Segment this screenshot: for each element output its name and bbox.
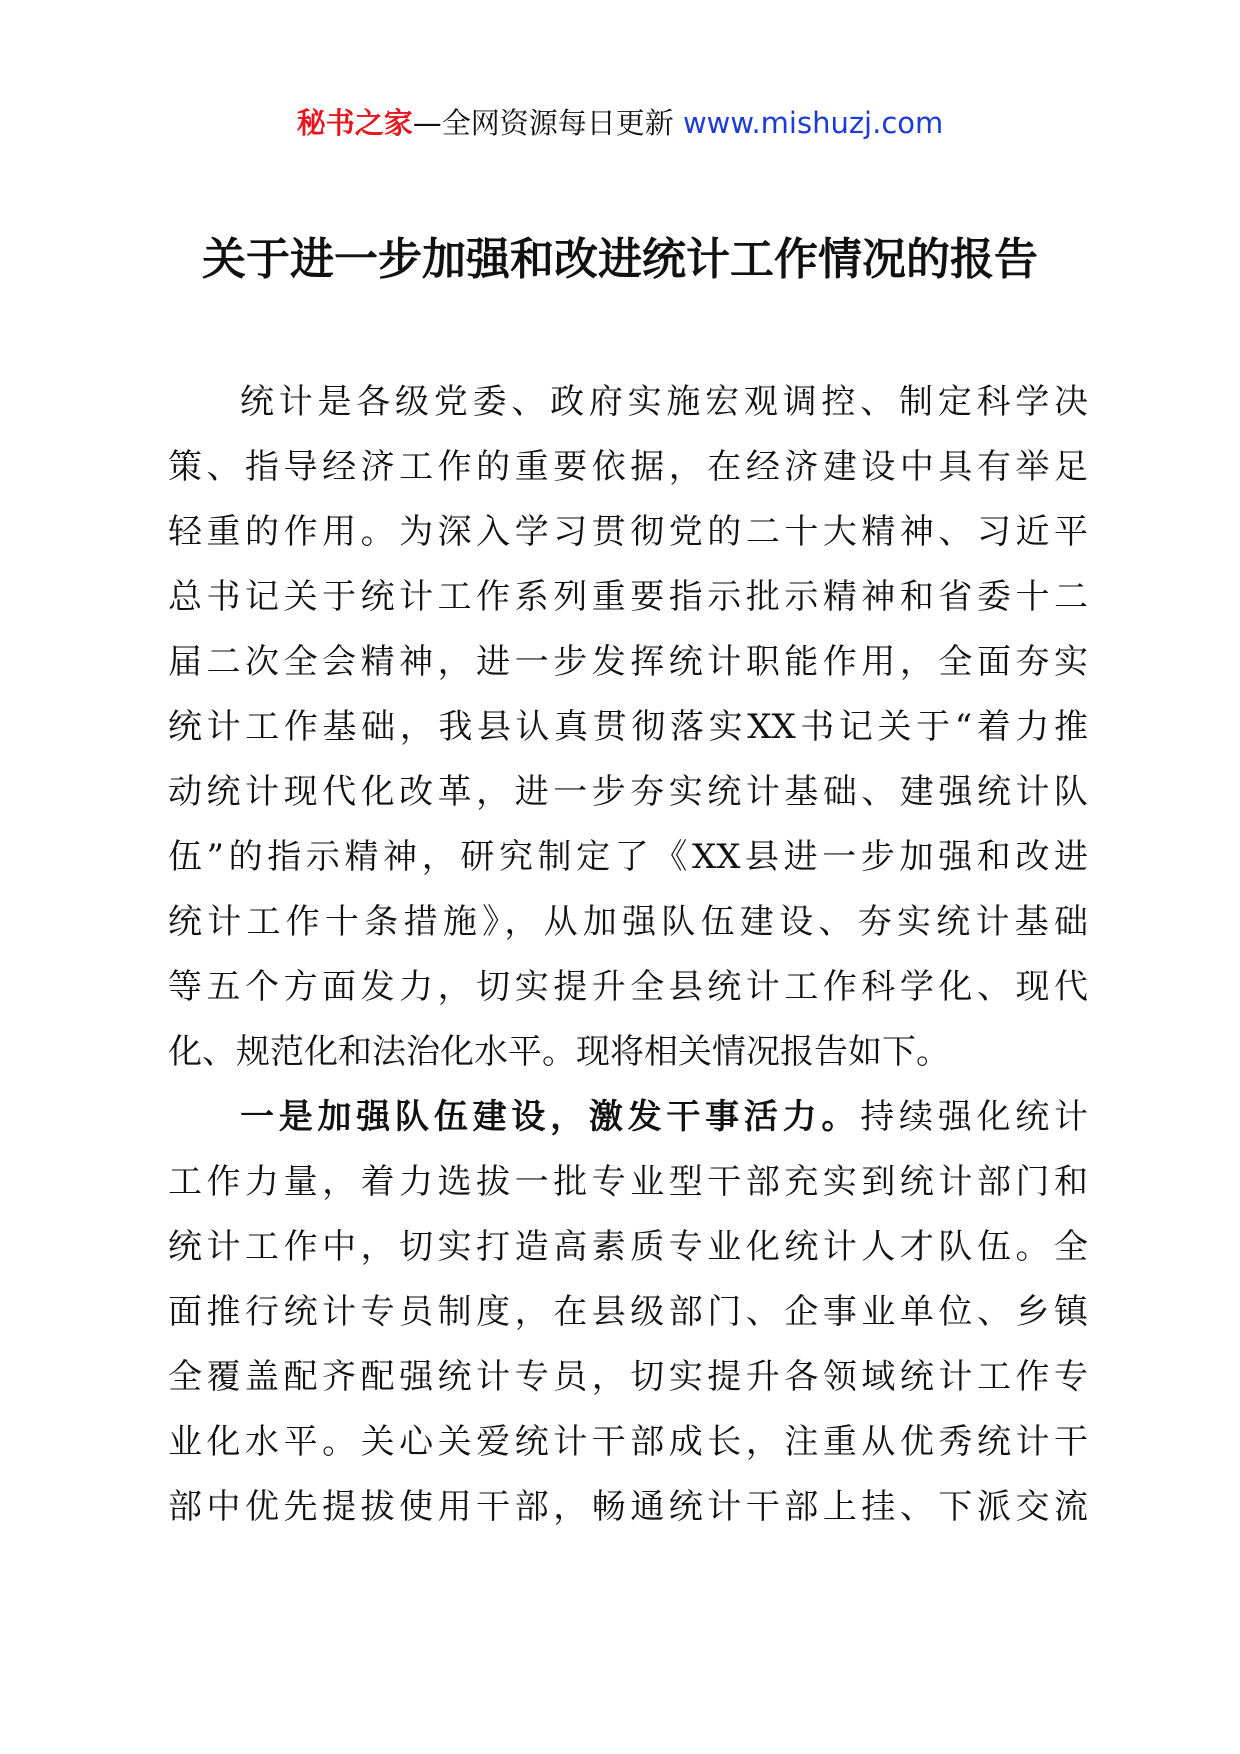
paragraph-line: 工作力量，着力选拔一批专业型干部充实到统计部门和 <box>168 1162 1088 1202</box>
paragraph-line: 部中优先提拔使用干部，畅通统计干部上挂、下派交流 <box>168 1487 1088 1527</box>
paragraph-line: 统计是各级党委、政府实施宏观调控、制定科学决 <box>240 382 1088 422</box>
intro-paragraph <box>168 370 1088 1085</box>
paragraph-line: 策、指导经济工作的重要依据，在经济建设中具有举足 <box>168 447 1088 487</box>
paragraph-line: 统计工作基础，我县认真贯彻落实XX书记关于“着力推 <box>168 707 1088 747</box>
section-1-first-line-text: 持续强化统计 <box>860 1097 1089 1137</box>
section-1-heading: 一是加强队伍建设，激发干事活力。 <box>240 1097 861 1137</box>
paragraph-line: 动统计现代化改革，进一步夯实统计基础、建强统计队 <box>168 772 1088 812</box>
paragraph-line: 总书记关于统计工作系列重要指示批示精神和省委十二 <box>168 577 1088 617</box>
site-url-link[interactable]: www.mishuzj.com <box>682 106 944 140</box>
site-banner <box>0 103 1240 143</box>
document-body <box>168 370 1088 1540</box>
paragraph-line: 伍”的指示精神，研究制定了《XX县进一步加强和改进 <box>168 837 1088 877</box>
paragraph-line: 统计工作十条措施》，从加强队伍建设、夯实统计基础 <box>168 902 1088 942</box>
paragraph-line <box>168 1085 1088 1150</box>
paragraph-line: 等五个方面发力，切实提升全县统计工作科学化、现代 <box>168 967 1088 1007</box>
brand-name: 秘书之家 <box>296 106 413 140</box>
paragraph-line: 轻重的作用。为深入学习贯彻党的二十大精神、习近平 <box>168 512 1088 552</box>
paragraph-line: 化、规范化和法治化水平。现将相关情况报告如下。 <box>168 1032 950 1072</box>
banner-tagline: —全网资源每日更新 <box>412 106 674 140</box>
paragraph-line: 统计工作中，切实打造高素质专业化统计人才队伍。全 <box>168 1227 1088 1267</box>
document-title: 关于进一步加强和改进统计工作情况的报告 <box>202 234 1038 285</box>
paragraph-line: 届二次全会精神，进一步发挥统计职能作用，全面夯实 <box>168 642 1088 682</box>
paragraph-line: 全覆盖配齐配强统计专员，切实提升各领域统计工作专 <box>168 1357 1088 1397</box>
paragraph-line: 面推行统计专员制度，在县级部门、企事业单位、乡镇 <box>168 1292 1088 1332</box>
paragraph-line: 业化水平。关心关爱统计干部成长，注重从优秀统计干 <box>168 1422 1088 1462</box>
section-1-paragraph <box>168 1085 1088 1540</box>
